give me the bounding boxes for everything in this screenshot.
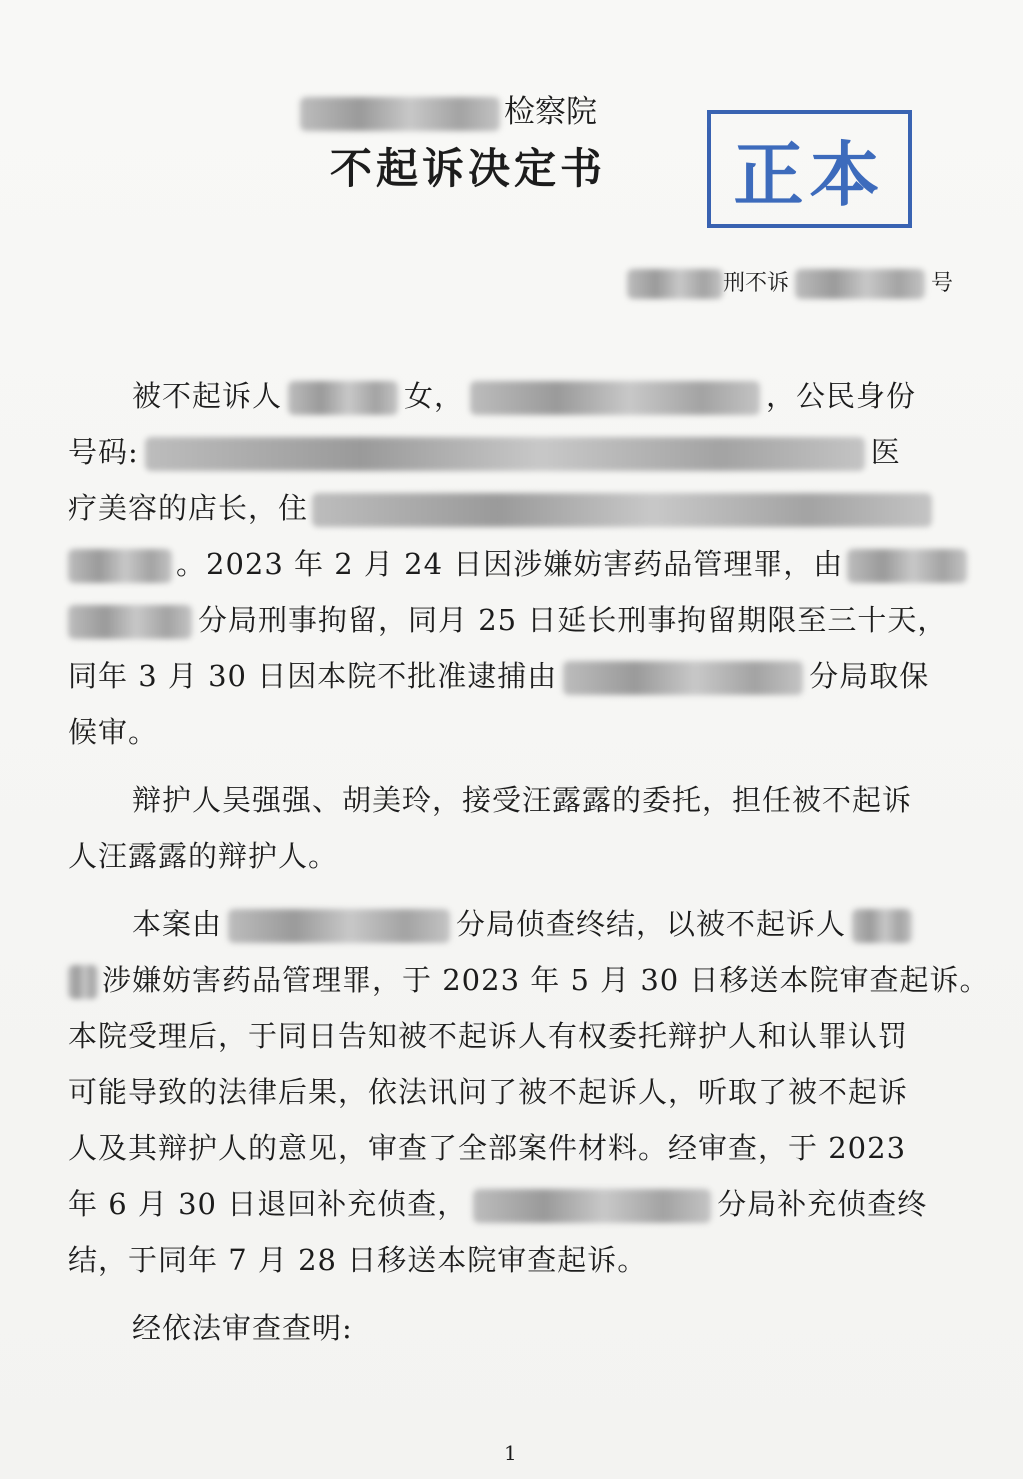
- text-line: [68, 424, 940, 480]
- text-line: [68, 704, 940, 760]
- text-segment: 本案由: [132, 907, 223, 941]
- document-title: 不起诉决定书: [330, 144, 607, 193]
- redacted-block: [288, 381, 398, 415]
- text-segment: 。2023 年 2 月 24 日因涉嫌妨害药品管理罪，由: [176, 547, 844, 581]
- redacted-block: [470, 381, 760, 415]
- text-segment: 同年 3 月 30 日因本院不批准逮捕由: [68, 659, 558, 693]
- redacted-block: [68, 965, 98, 999]
- document-body: [68, 368, 990, 1356]
- text-segment: ，公民身份: [766, 379, 917, 413]
- org-suffix: 检察院: [504, 94, 597, 130]
- redacted-block: [627, 269, 723, 299]
- text-line: [68, 1176, 940, 1232]
- redacted-block: [68, 605, 192, 639]
- doc-number-suffix: 号: [930, 271, 953, 296]
- redacted-block: [228, 909, 450, 943]
- text-line: [68, 480, 940, 536]
- document-number: [627, 266, 953, 299]
- text-line: [68, 592, 948, 648]
- text-segment: 女，: [404, 379, 465, 413]
- text-segment: 分局刑事拘留，同月 25 日延长刑事拘留期限至三十天，: [198, 603, 948, 637]
- text-line: 人汪露露的辩护人。: [68, 839, 339, 873]
- text-line: [68, 952, 990, 1008]
- redacted-block: [312, 493, 932, 527]
- original-copy-stamp: 正本: [707, 110, 912, 228]
- text-line: 结，于同年 7 月 28 日移送本院审查起诉。: [68, 1243, 648, 1277]
- redacted-block: [852, 909, 912, 943]
- page-number: 1: [504, 1441, 517, 1465]
- text-segment: 医: [870, 435, 901, 469]
- redacted-block: [145, 437, 865, 471]
- text-line: [68, 896, 940, 952]
- text-segment: 被不起诉人: [132, 379, 283, 413]
- text-segment: 年 6 月 30 日退回补充侦查，: [68, 1187, 468, 1221]
- text-line: 辩护人吴强强、胡美玲，接受汪露露的委托，担任被不起诉: [132, 783, 913, 817]
- text-line: [68, 648, 940, 704]
- text-segment: 号码:: [68, 435, 139, 469]
- doc-number-middle: 刑不诉: [722, 271, 789, 296]
- text-segment: 候审。: [68, 715, 159, 749]
- text-segment: 分局补充侦查终: [717, 1187, 928, 1221]
- text-line: 可能导致的法律后果，依法讯问了被不起诉人，听取了被不起诉: [68, 1075, 909, 1109]
- redacted-block: [473, 1189, 711, 1223]
- redacted-block: [795, 269, 925, 299]
- redacted-block: [847, 549, 967, 583]
- text-line: 本院受理后，于同日告知被不起诉人有权委托辩护人和认罪认罚: [68, 1019, 909, 1053]
- text-segment: 疗美容的店长，住: [68, 491, 309, 525]
- text-segment: 分局侦查终结，以被不起诉人: [456, 907, 847, 941]
- redacted-block: [300, 97, 500, 131]
- text-line: 经依法审查查明:: [132, 1311, 353, 1345]
- text-line: 人及其辩护人的意见，审查了全部案件材料。经审查，于 2023: [68, 1131, 907, 1165]
- text-line: [68, 536, 940, 592]
- procuratorate-name: [300, 86, 720, 130]
- redacted-block: [68, 549, 172, 583]
- text-line: [68, 368, 940, 424]
- text-segment: 分局取保: [809, 659, 930, 693]
- redacted-block: [563, 661, 803, 695]
- text-segment: 涉嫌妨害药品管理罪，于 2023 年 5 月 30 日移送本院审查起诉。: [102, 963, 990, 997]
